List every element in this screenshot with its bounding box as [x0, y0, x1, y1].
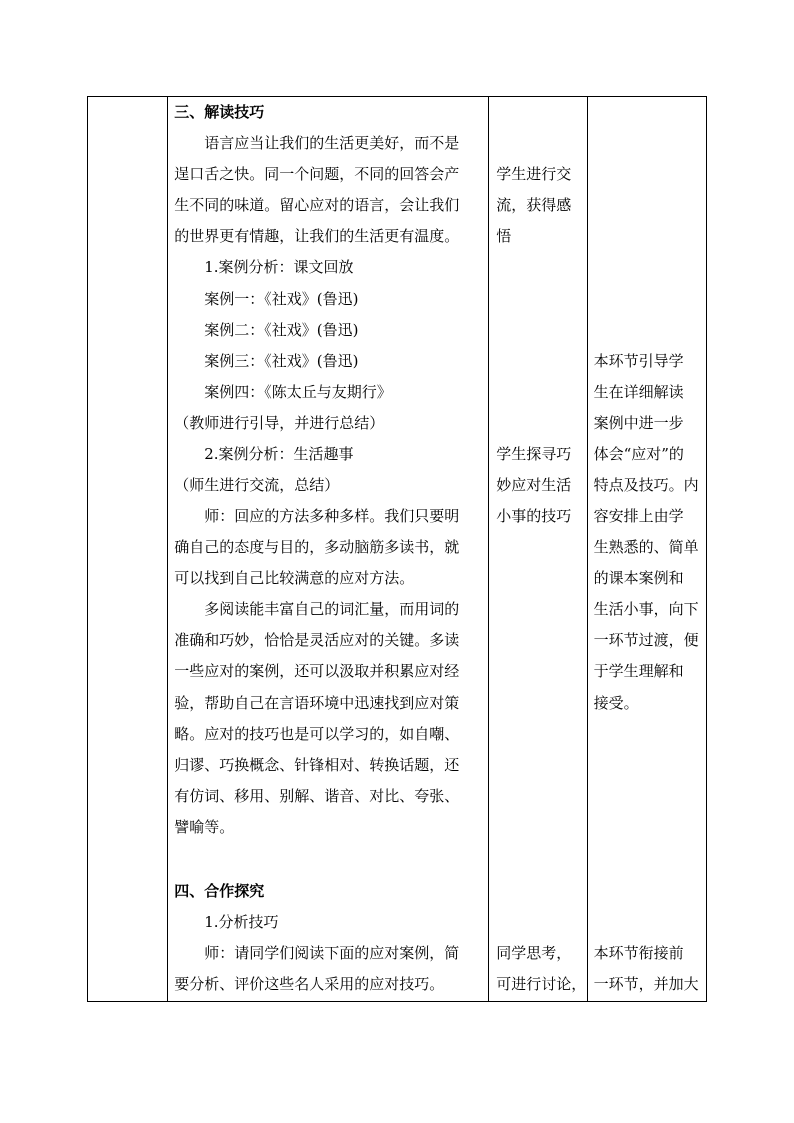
paragraph-line: 确自己的态度与目的，多动脑筋多读书，就 [174, 538, 460, 556]
paragraph-line: 有仿词、移用、别解、谐音、对比、夸张、 [174, 787, 460, 805]
student-activity-line: 小事的技巧 [496, 507, 572, 525]
design-intent-line: 本环节衔接前 [593, 944, 684, 962]
section-heading-3: 三、解读技巧 [174, 103, 265, 121]
paragraph-line: 的世界更有情趣，让我们的生活更有温度。 [174, 227, 460, 245]
case-item: 案例四：《陈太丘与友期行》 [204, 383, 392, 401]
student-activity-line: 学生探寻巧 [496, 445, 572, 463]
paragraph-line: 逞口舌之快。同一个问题，不同的回答会产 [174, 165, 460, 183]
student-activity-line: 流，获得感 [496, 196, 572, 214]
analysis-skills-heading: 1.分析技巧 [204, 913, 279, 931]
paragraph-line: （师生进行交流，总结） [174, 476, 340, 494]
paragraph-line: 譬喻等。 [174, 818, 235, 836]
student-activity-line: 学生进行交 [496, 165, 572, 183]
design-intent-line: 接受。 [593, 694, 639, 712]
case-item: 案例二：《社戏》(鲁迅) [204, 321, 359, 339]
design-intent-line: 一环节过渡，便 [593, 631, 699, 649]
design-intent-line: 生熟悉的、简单 [593, 538, 699, 556]
case-analysis-heading: 1.案例分析：课文回放 [204, 258, 354, 276]
paragraph-line: 验，帮助自己在言语环境中迅速找到应对策 [174, 694, 460, 712]
case-item: 案例一：《社戏》(鲁迅) [204, 290, 359, 308]
design-intent-line: 案例中进一步 [593, 414, 684, 432]
design-intent-line: 特点及技巧。内 [593, 476, 699, 494]
paragraph-line: 语言应当让我们的生活更美好，而不是 [204, 134, 460, 152]
paragraph-line: 要分析、评价这些名人采用的应对技巧。 [174, 975, 445, 993]
student-activity-line: 可进行讨论， [496, 975, 587, 993]
design-intent-line: 的课本案例和 [593, 569, 684, 587]
design-intent-line: 一环节，并加大 [593, 975, 699, 993]
stage-column-cell [88, 97, 168, 1002]
paragraph-line: 生不同的味道。留心应对的语言，会让我们 [174, 196, 460, 214]
design-intent-cell [587, 97, 706, 1002]
lesson-plan-table [87, 96, 707, 1002]
paragraph-line: 一些应对的案例，还可以汲取并积累应对经 [174, 662, 460, 680]
section-heading-4: 四、合作探究 [174, 882, 265, 900]
teaching-content-cell [168, 97, 489, 1002]
paragraph-line: 略。应对的技巧也是可以学习的，如自嘲、 [174, 725, 460, 743]
paragraph-line: 师：回应的方法多种多样。我们只要明 [204, 507, 460, 525]
case-analysis-heading: 2.案例分析：生活趣事 [204, 445, 354, 463]
design-intent-line: 生在详细解读 [593, 383, 684, 401]
paragraph-line: 可以找到自己比较满意的应对方法。 [174, 569, 415, 587]
design-intent-line: 本环节引导学 [593, 352, 684, 370]
table-row [88, 97, 707, 1002]
case-item: 案例三：《社戏》(鲁迅) [204, 352, 359, 370]
student-activity-line: 悟 [496, 227, 512, 245]
student-activity-cell [489, 97, 587, 1002]
design-intent-line: 体会“应对”的 [593, 445, 684, 463]
design-intent-line: 生活小事，向下 [593, 600, 699, 618]
paragraph-line: 归谬、巧换概念、针锋相对、转换话题，还 [174, 756, 460, 774]
design-intent-line: 于学生理解和 [593, 662, 684, 680]
paragraph-line: （教师进行引导，并进行总结） [174, 414, 385, 432]
paragraph-line: 多阅读能丰富自己的词汇量，而用词的 [204, 600, 460, 618]
student-activity-line: 妙应对生活 [496, 476, 572, 494]
paragraph-line: 师：请同学们阅读下面的应对案例，简 [204, 944, 460, 962]
paragraph-line: 准确和巧妙，恰恰是灵活应对的关键。多读 [174, 631, 460, 649]
design-intent-line: 容安排上由学 [593, 507, 684, 525]
student-activity-line: 同学思考， [496, 944, 572, 962]
